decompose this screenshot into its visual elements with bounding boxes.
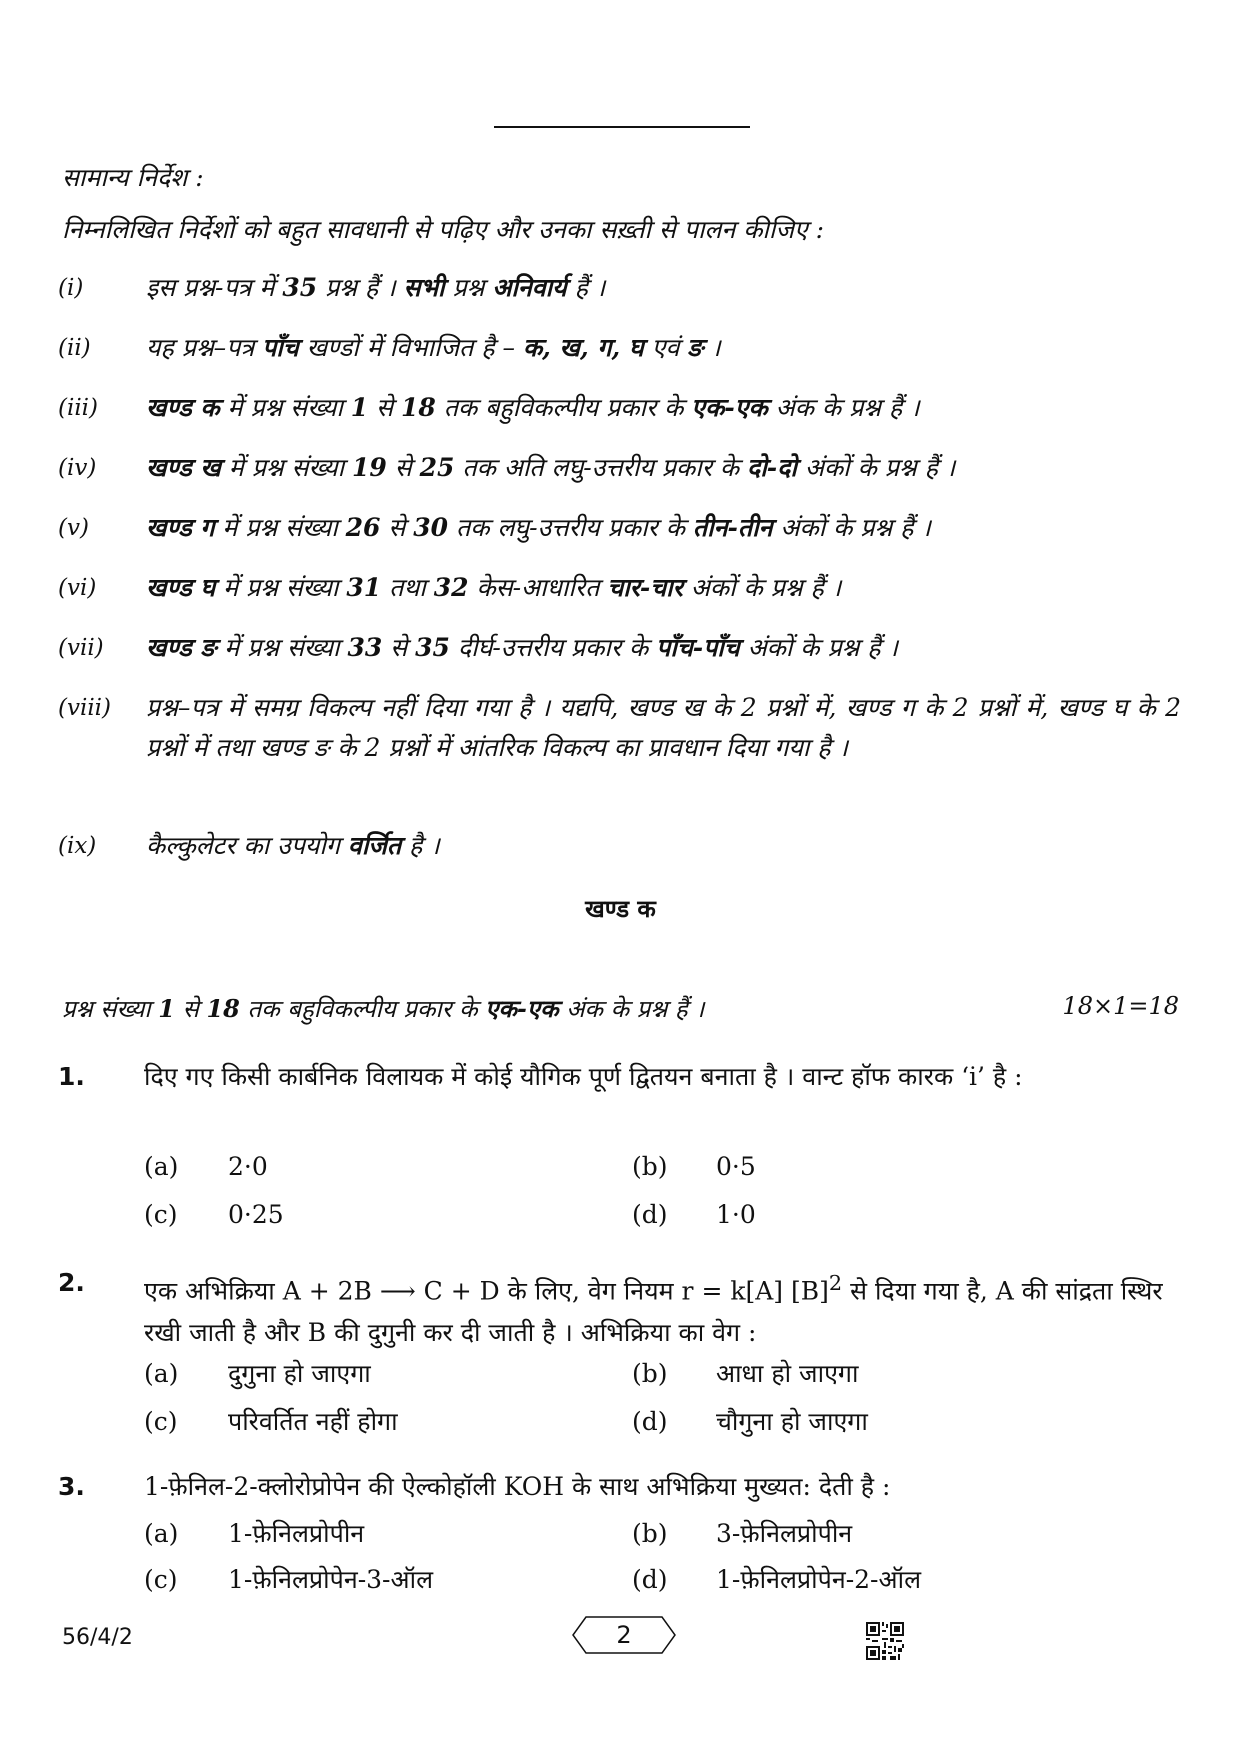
option-label: (a) xyxy=(144,1359,179,1388)
option-label: (a) xyxy=(144,1152,179,1181)
instruction-text-bold: अनिवार्य xyxy=(492,273,567,302)
option-label: (c) xyxy=(144,1200,178,1229)
page-number: 2 xyxy=(616,1621,632,1649)
instruction-text-bold: तीन-तीन xyxy=(692,513,773,542)
instruction-number: (v) xyxy=(58,515,89,541)
option xyxy=(144,1356,371,1390)
option-label: (a) xyxy=(144,1519,179,1548)
instruction-number: (i) xyxy=(58,275,84,301)
instruction-text-bold: पाँच xyxy=(262,333,299,362)
option-label: (d) xyxy=(632,1565,668,1594)
section-title: खण्ड क xyxy=(585,894,656,923)
instruction-text-bold: दो-दो xyxy=(747,453,797,482)
instruction-item xyxy=(58,388,1181,428)
instruction-number: (ii) xyxy=(58,335,91,361)
instruction-text: केस-आधारित xyxy=(468,573,608,602)
paper-code: 56/4/2 xyxy=(62,1625,133,1650)
instruction-text: में प्रश्न संख्या xyxy=(216,633,348,662)
instruction-text: प्रश्न–पत्र में समग्र विकल्प नहीं दिया गया है । यद्यपि, खण्ड ख के 2 प्रश्नों में, खण्ड ग के 2 प्रश्नों में, खण्ड घ के 2 प्रश्नों में तथा खण्ड ङ के 2 प्रश्नों में आंतरिक विकल्प का प्रावधान दिया गया है । xyxy=(146,693,1181,762)
instruction-item xyxy=(58,568,1181,608)
instruction-text-bold: एक-एक xyxy=(691,393,768,422)
reaction-arrow-icon: ⟶ xyxy=(379,1276,416,1306)
general-instructions-heading: सामान्य निर्देश : xyxy=(62,163,204,192)
instruction-text: से xyxy=(368,393,401,422)
instruction-text: तथा xyxy=(381,573,434,602)
section-note-bold: एक-एक xyxy=(485,994,559,1023)
instruction-text-bold: 18 xyxy=(400,393,436,422)
option-label: (c) xyxy=(144,1565,178,1594)
instruction-text-bold: क, ख, ग, घ xyxy=(522,333,644,362)
question-number: 3. xyxy=(58,1472,85,1501)
instruction-number: (iv) xyxy=(58,455,97,481)
option-label: (c) xyxy=(144,1407,178,1436)
section-note-text: से xyxy=(175,995,207,1023)
section-note-bold: 18 xyxy=(206,994,240,1023)
option xyxy=(144,1152,268,1181)
section-note-text: अंक के प्रश्न हैं । xyxy=(558,995,705,1023)
instruction-text: में प्रश्न संख्या xyxy=(219,393,351,422)
instruction-text: तक बहुविकल्पीय प्रकार के xyxy=(435,393,692,422)
question-text: 1-फ़ेनिल-2-क्लोरोप्रोपेन की ऐल्कोहॉली KOH के साथ अभिक्रिया मुख्यत: देती है : xyxy=(144,1472,891,1501)
instruction-text-bold: सभी xyxy=(403,273,445,302)
option xyxy=(144,1562,433,1596)
instruction-item xyxy=(58,268,1181,308)
instruction-text-bold: खण्ड ङ xyxy=(146,633,217,662)
instruction-text-bold: खण्ड ख xyxy=(146,453,221,482)
instruction-text: अंकों के प्रश्न हैं । xyxy=(739,633,898,662)
instruction-text: हैं । xyxy=(566,273,606,302)
instruction-text-bold: खण्ड ग xyxy=(146,513,215,542)
instruction-text-bold: 33 xyxy=(347,633,383,662)
instruction-text-bold: चार-चार xyxy=(607,573,683,602)
option xyxy=(144,1516,364,1550)
instruction-number: (ix) xyxy=(58,833,97,859)
option xyxy=(632,1200,756,1229)
option-text: परिवर्तित नहीं होगा xyxy=(228,1407,398,1436)
option-text: 3-फ़ेनिलप्रोपीन xyxy=(716,1519,853,1548)
question xyxy=(58,1262,1181,1354)
instruction-item xyxy=(58,628,1181,668)
instruction-number: (vi) xyxy=(58,575,97,601)
instruction-text: अंकों के प्रश्न हैं । xyxy=(772,513,931,542)
option-label: (d) xyxy=(632,1407,668,1436)
option xyxy=(632,1356,858,1390)
option-text: चौगुना हो जाएगा xyxy=(716,1407,868,1436)
question-number: 1. xyxy=(58,1062,85,1091)
instruction-text: यह प्रश्न–पत्र xyxy=(146,333,263,362)
option xyxy=(632,1152,756,1181)
rate-law-exponent: 2 xyxy=(828,1271,843,1295)
option-text: आधा हो जाएगा xyxy=(716,1359,859,1388)
instruction-text: प्रश्न xyxy=(444,273,493,302)
option-label: (b) xyxy=(632,1519,668,1548)
option-text: 2·0 xyxy=(228,1152,268,1181)
option-text: 1-फ़ेनिलप्रोपेन-3-ऑल xyxy=(228,1565,434,1594)
instruction-item xyxy=(58,448,1181,488)
option-text: 1-फ़ेनिलप्रोपेन-2-ऑल xyxy=(716,1565,922,1594)
instruction-item xyxy=(58,328,1181,368)
instruction-item xyxy=(58,688,1181,768)
instruction-text: से xyxy=(380,513,414,542)
instruction-text-bold: 25 xyxy=(419,453,455,482)
option-text: दुगुना हो जाएगा xyxy=(228,1359,371,1388)
option xyxy=(632,1404,868,1438)
instruction-text: प्रश्न हैं । xyxy=(317,273,404,302)
instruction-number: (vii) xyxy=(58,635,104,661)
option-text: 0·25 xyxy=(228,1200,284,1229)
option-text: 1·0 xyxy=(716,1200,756,1229)
section-note-bold: 1 xyxy=(158,994,175,1023)
question-text-part: एक अभिक्रिया A + 2B xyxy=(144,1276,380,1306)
instruction-text-bold: खण्ड घ xyxy=(146,573,216,602)
qr-code-icon xyxy=(866,1622,904,1660)
instruction-text-bold: 19 xyxy=(352,453,387,482)
section-note-text: प्रश्न संख्या xyxy=(62,995,159,1023)
instruction-text: से xyxy=(386,453,420,482)
instruction-text-bold: 1 xyxy=(350,393,369,422)
instruction-text-bold: ङ xyxy=(687,333,704,362)
instruction-item xyxy=(58,508,1181,548)
instruction-text-bold: वर्जित xyxy=(347,831,402,860)
question-text xyxy=(144,1262,1181,1354)
instruction-text-bold: 32 xyxy=(433,573,469,602)
instruction-text: तक अति लघु-उत्तरीय प्रकार के xyxy=(454,453,748,482)
instruction-text-bold: 30 xyxy=(413,513,449,542)
instruction-number: (viii) xyxy=(58,695,112,721)
page-number-badge xyxy=(572,1616,676,1658)
question-text: दिए गए किसी कार्बनिक विलायक में कोई यौगिक पूर्ण द्वितयन बनाता है । वान्ट हॉफ कारक ‘i’ है : xyxy=(144,1062,1023,1091)
top-rule xyxy=(494,126,750,128)
instruction-text-bold: 35 xyxy=(282,273,318,302)
instruction-text: अंक के प्रश्न हैं । xyxy=(767,393,920,422)
instruction-text: अंकों के प्रश्न हैं । xyxy=(796,453,956,482)
option-text: 1-फ़ेनिलप्रोपीन xyxy=(228,1519,365,1548)
instruction-text-bold: खण्ड क xyxy=(146,393,220,422)
instruction-text: अंकों के प्रश्न हैं । xyxy=(682,573,842,602)
instructions-intro: निम्नलिखित निर्देशों को बहुत सावधानी से पढ़िए और उनका सख़्ती से पालन कीजिए : xyxy=(62,215,825,244)
instruction-text: कैल्कुलेटर का उपयोग xyxy=(146,831,348,860)
instruction-text-bold: 31 xyxy=(346,573,382,602)
instruction-text: इस प्रश्न-पत्र में xyxy=(146,273,283,302)
instruction-text: है । xyxy=(401,831,440,860)
option xyxy=(632,1562,921,1596)
question-number: 2. xyxy=(58,1268,85,1297)
question-text-part: से दिया गया है, A की सांद्रता स्थिर रखी जाती है और B की दुगुनी कर दी जाती है । अभिक्रिया का वेग : xyxy=(144,1276,1163,1348)
instruction-text: खण्डों में विभाजित है – xyxy=(298,333,523,362)
question-text-part: C + D के लिए, वेग नियम r = k[A] [B] xyxy=(415,1276,829,1306)
instruction-text: तक लघु-उत्तरीय प्रकार के xyxy=(448,513,693,542)
option xyxy=(632,1516,852,1550)
instruction-text: से xyxy=(382,633,416,662)
instruction-text: दीर्घ-उत्तरीय प्रकार के xyxy=(449,633,657,662)
option-label: (b) xyxy=(632,1152,668,1181)
option-label: (b) xyxy=(632,1359,668,1388)
question xyxy=(58,1466,1181,1508)
option xyxy=(144,1404,398,1438)
instruction-text-bold: पाँच-पाँच xyxy=(656,633,740,662)
option-text: 0·5 xyxy=(716,1152,756,1181)
instruction-number: (iii) xyxy=(58,395,99,421)
option xyxy=(144,1200,284,1229)
instruction-text: में प्रश्न संख्या xyxy=(215,573,347,602)
instruction-text-bold: 26 xyxy=(345,513,381,542)
section-note xyxy=(62,992,1179,1025)
instruction-text: । xyxy=(703,333,721,362)
section-marks: 18×1=18 xyxy=(1062,992,1179,1020)
question xyxy=(58,1056,1181,1098)
instruction-text: में प्रश्न संख्या xyxy=(214,513,346,542)
instruction-text-bold: 35 xyxy=(415,633,450,662)
instruction-text: एवं xyxy=(643,333,688,362)
instruction-text: में प्रश्न संख्या xyxy=(220,453,352,482)
option-label: (d) xyxy=(632,1200,668,1229)
section-note-text: तक बहुविकल्पीय प्रकार के xyxy=(239,995,486,1023)
instruction-item xyxy=(58,826,1181,866)
